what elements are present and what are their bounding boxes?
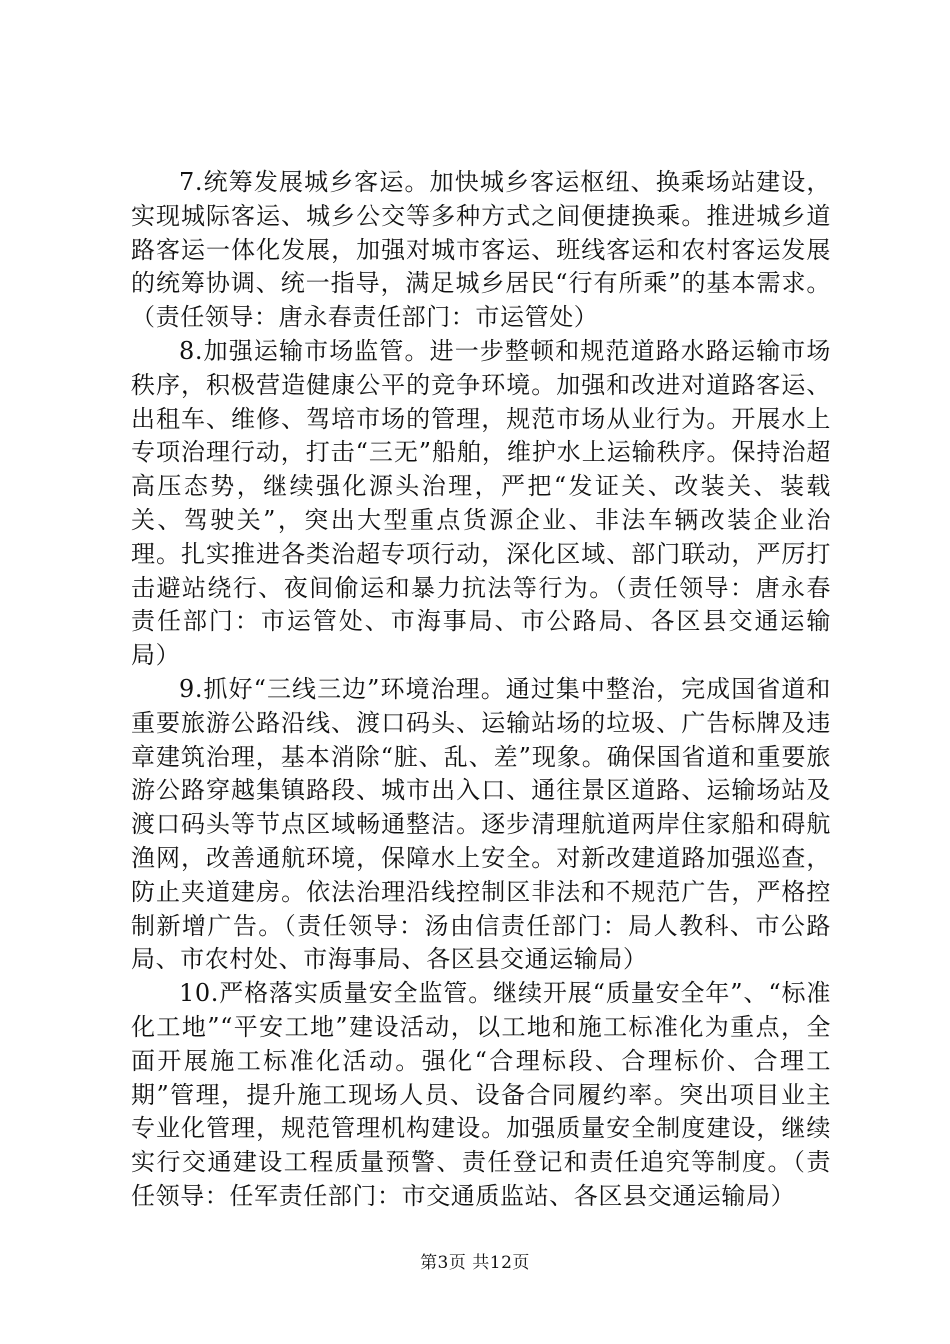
- page-number-footer: 第3页 共12页: [420, 1253, 530, 1273]
- paragraph-item-10: 10.严格落实质量安全监管。继续开展“质量安全年”、“标准化工地”“平安工地”建设活动，以工地和施工标准化为重点，全面开展施工标准化活动。强化“合理标段、合理标价、合理工期”管理，提升施工现场人员、设备合同履约率。突出项目业主专业化管理，规范管理机构建设。加强质量安全制度建设，继续实行交通建设工程质量预警、责任登记和责任追究等制度。（责任领导：任军责任部门：市交通质监站、各区县交通运输局）: [131, 979, 831, 1210]
- paragraph-item-7: 7.统筹发展城乡客运。加快城乡客运枢纽、换乘场站建设，实现城际客运、城乡公交等多种方式之间便捷换乘。推进城乡道路客运一体化发展，加强对城市客运、班线客运和农村客运发展的统筹协调、统一指导，满足城乡居民“行有所乘”的基本需求。（责任领导：唐永春责任部门：市运管处）: [131, 168, 831, 332]
- paragraph-item-8: 8.加强运输市场监管。进一步整顿和规范道路水路运输市场秩序，积极营造健康公平的竞争环境。加强和改进对道路客运、出租车、维修、驾培市场的管理，规范市场从业行为。开展水上专项治理行动，打击“三无”船舶，维护水上运输秩序。保持治超高压态势，继续强化源头治理，严把“发证关、改装关、装载关、驾驶关”，突出大型重点货源企业、非法车辆改装企业治理。扎实推进各类治超专项行动，深化区域、部门联动，严厉打击避站绕行、夜间偷运和暴力抗法等行为。（责任领导：唐永春责任部门：市运管处、市海事局、市公路局、各区县交通运输局）: [131, 336, 831, 670]
- paragraph-item-9: 9.抓好“三线三边”环境治理。通过集中整治，完成国省道和重要旅游公路沿线、渡口码头、运输站场的垃圾、广告标牌及违章建筑治理，基本消除“脏、乱、差”现象。确保国省道和重要旅游公路穿越集镇路段、城市出入口、通往景区道路、运输场站及渡口码头等节点区域畅通整洁。逐步清理航道两岸住家船和碍航渔网，改善通航环境，保障水上安全。对新改建道路加强巡查，防止夹道建房。依法治理沿线控制区非法和不规范广告，严格控制新增广告。（责任领导：汤由信责任部门：局人教科、市公路局、市农村处、市海事局、各区县交通运输局）: [131, 674, 831, 974]
- document-body: [131, 166, 831, 1214]
